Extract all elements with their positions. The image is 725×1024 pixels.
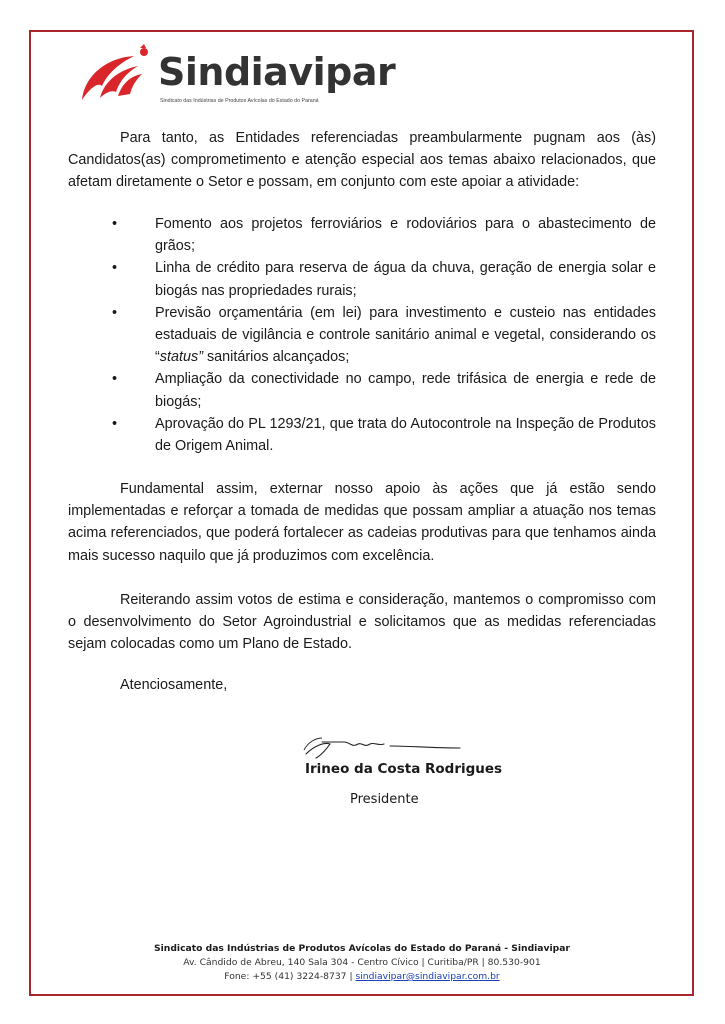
signature-image <box>300 728 470 764</box>
list-item-text: Fomento aos projetos ferroviários e rodoviários para o abastecimento de grãos; <box>155 216 656 255</box>
support-text: Fundamental assim, externar nosso apoio às ações que já estão sendo implementadas e reforçar a tomada de medidas que possam ampliar a atuação nos temas acima referenciados, que poderá fortalecer as cadeias produtivas para que tenhamos ainda mais sucesso naquilo que já produzimos com excelência. <box>68 481 656 564</box>
footer-contact <box>68 971 656 982</box>
list-item-text-italic: status” <box>159 349 203 366</box>
list-item-text-before: Previsão orçamentária (em lei) para investimento e custeio nas entidades estaduais de vigilância e controle sanitário animal e vegetal, considerando os “ <box>155 304 656 366</box>
list-item-text-after: sanitários alcançados; <box>202 349 350 366</box>
intro-text: Para tanto, as Entidades referenciadas preambularmente pugnam aos (às) Candidatos(as) comprometimento e atenção especial aos temas abaixo relacionados, que afetam diretamente o Setor e possam, em conjunto com este apoiar a atividade: <box>68 130 656 191</box>
intro-paragraph <box>68 127 656 194</box>
rooster-icon <box>78 42 158 108</box>
bullet-marker: • <box>112 415 118 432</box>
logo-subtitle: Sindicato das Indústrias de Produtos Avícolas do Estado do Paraná <box>160 98 319 104</box>
logo <box>78 42 418 108</box>
commitment-paragraph <box>68 589 656 656</box>
logo-name: Sindiavipar <box>158 50 396 94</box>
list-item-text: Aprovação do PL 1293/21, que trata do Autocontrole na Inspeção de Produtos de Origem Animal. <box>155 415 656 455</box>
list-item-text: Linha de crédito para reserva de água da chuva, geração de energia solar e biogás nas propriedades rurais; <box>155 260 656 299</box>
support-paragraph <box>68 478 656 567</box>
bullet-marker: • <box>112 304 118 321</box>
list-item <box>68 413 656 457</box>
list-item <box>68 257 656 301</box>
footer-organization: Sindicato das Indústrias de Produtos Avícolas do Estado do Paraná - Sindiavipar <box>154 943 570 954</box>
email-link[interactable]: sindiavipar@sindiavipar.com.br <box>355 971 500 982</box>
topics-list <box>68 213 656 457</box>
closing-salutation: Atenciosamente, <box>120 677 228 693</box>
list-item <box>68 302 656 369</box>
bullet-marker: • <box>112 371 118 388</box>
commitment-text: Reiterando assim votos de estima e consideração, mantemos o compromisso com o desenvolvimento do Setor Agroindustrial e solicitamos que as medidas referenciadas sejam colocadas como um Plano de Estado. <box>68 592 656 653</box>
footer-phone: Fone: +55 (41) 3224-8737 | <box>224 971 356 982</box>
list-item <box>68 368 656 412</box>
list-item-text: Ampliação da conectividade no campo, rede trifásica de energia e rede de biogás; <box>155 371 656 410</box>
list-item <box>68 213 656 257</box>
bullet-marker: • <box>112 260 118 277</box>
footer-address: Av. Cândido de Abreu, 140 Sala 304 - Centro Cívico | Curitiba/PR | 80.530-901 <box>183 957 541 968</box>
bullet-marker: • <box>112 216 118 232</box>
signer-name: Irineo da Costa Rodrigues <box>305 761 503 777</box>
signer-title: Presidente <box>350 792 419 807</box>
